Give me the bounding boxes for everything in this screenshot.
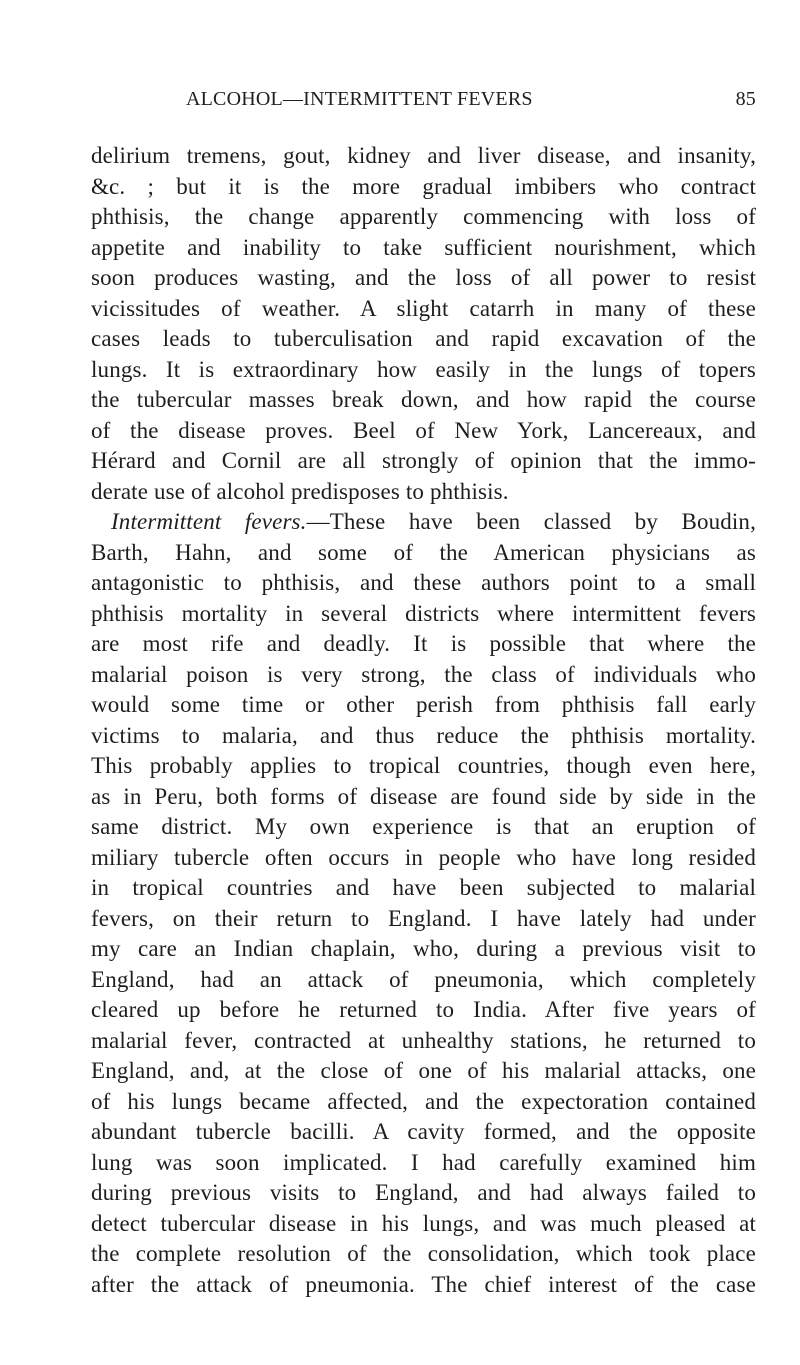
text-line: malarial fever, contracted at unhealthy stations, he returned to [91,1027,756,1053]
text-line: same district. My own experience is that an eruption of [91,814,756,839]
text-line: fevers, on their return to England. I have lately had under [91,905,756,931]
text-line: Barth, Hahn, and some of the American physicians as [91,539,756,565]
text-line: &c. ; but it is the more gradual imbibers who contract [91,173,756,199]
text-line: as in Peru, both forms of disease are found side by side in the [91,783,756,809]
text-line: lung was soon implicated. I had carefully examined him [91,1149,756,1175]
text-line: phthisis, the change apparently commencing with loss of [91,204,756,229]
text-line: antagonistic to phthisis, and these authors point to a small [91,570,756,595]
text-line: appetite and inability to take sufficient nourishment, which [91,234,756,260]
text-line: miliary tubercle often occurs in people who have long resided [91,844,756,870]
text-line: This probably applies to tropical countries, though even here, [91,753,756,778]
text-line: after the attack of pneumonia. The chief interest of the case [91,1271,756,1297]
text-line: Hérard and Cornil are all strongly of opinion that the immo- [91,448,756,473]
running-head [186,88,756,118]
text-line: vicissitudes of weather. A slight catarrh in many of these [91,295,756,321]
text-line: England, and, at the close of one of his malarial attacks, one [91,1058,756,1083]
text-line: my care an Indian chaplain, who, during a previous visit to [91,936,756,961]
text-line: in tropical countries and have been subjected to malarial [91,875,756,900]
text-line: England, had an attack of pneumonia, which completely [91,966,756,992]
text-line: the complete resolution of the consolidation, which took place [91,1241,756,1266]
running-title: ALCOHOL—INTERMITTENT FEVERS [186,88,533,110]
text-line: cleared up before he returned to India. After five years of [91,997,756,1022]
text-line: of his lungs became affected, and the expectoration contained [91,1088,756,1114]
text-line: are most rife and deadly. It is possible that where the [91,631,756,656]
text-line: soon produces wasting, and the loss of all power to resist [91,265,756,290]
text-line: lungs. It is extraordinary how easily in the lungs of topers [91,356,756,382]
text-line: malarial poison is very strong, the class of individuals who [91,661,756,687]
text-line: during previous visits to England, and had always failed to [91,1180,756,1205]
text-line: would some time or other perish from phthisis fall early [91,692,756,717]
text-line: of the disease proves. Beel of New York, Lancereaux, and [91,417,756,443]
text-line: delirium tremens, gout, kidney and liver disease, and insanity, [91,143,756,168]
heading-line-rest: —These have been classed by Boudin, [306,509,756,534]
text-line: cases leads to tuberculisation and rapid excavation of the [91,326,756,351]
text-line: abundant tubercle bacilli. A cavity formed, and the opposite [91,1119,756,1144]
text-line: the tubercular masses break down, and how rapid the course [91,387,756,412]
text-line: derate use of alcohol predisposes to phthisis. [91,478,509,504]
paragraph-heading-line [111,507,756,537]
page-number: 85 [735,88,756,110]
paragraph-heading: Intermittent fevers. [111,509,307,534]
text-line: detect tubercular disease in his lungs, and was much pleased at [91,1210,756,1236]
text-line: phthisis mortality in several districts where intermittent fevers [91,600,756,626]
text-line: victims to malaria, and thus reduce the phthisis mortality. [91,722,756,748]
